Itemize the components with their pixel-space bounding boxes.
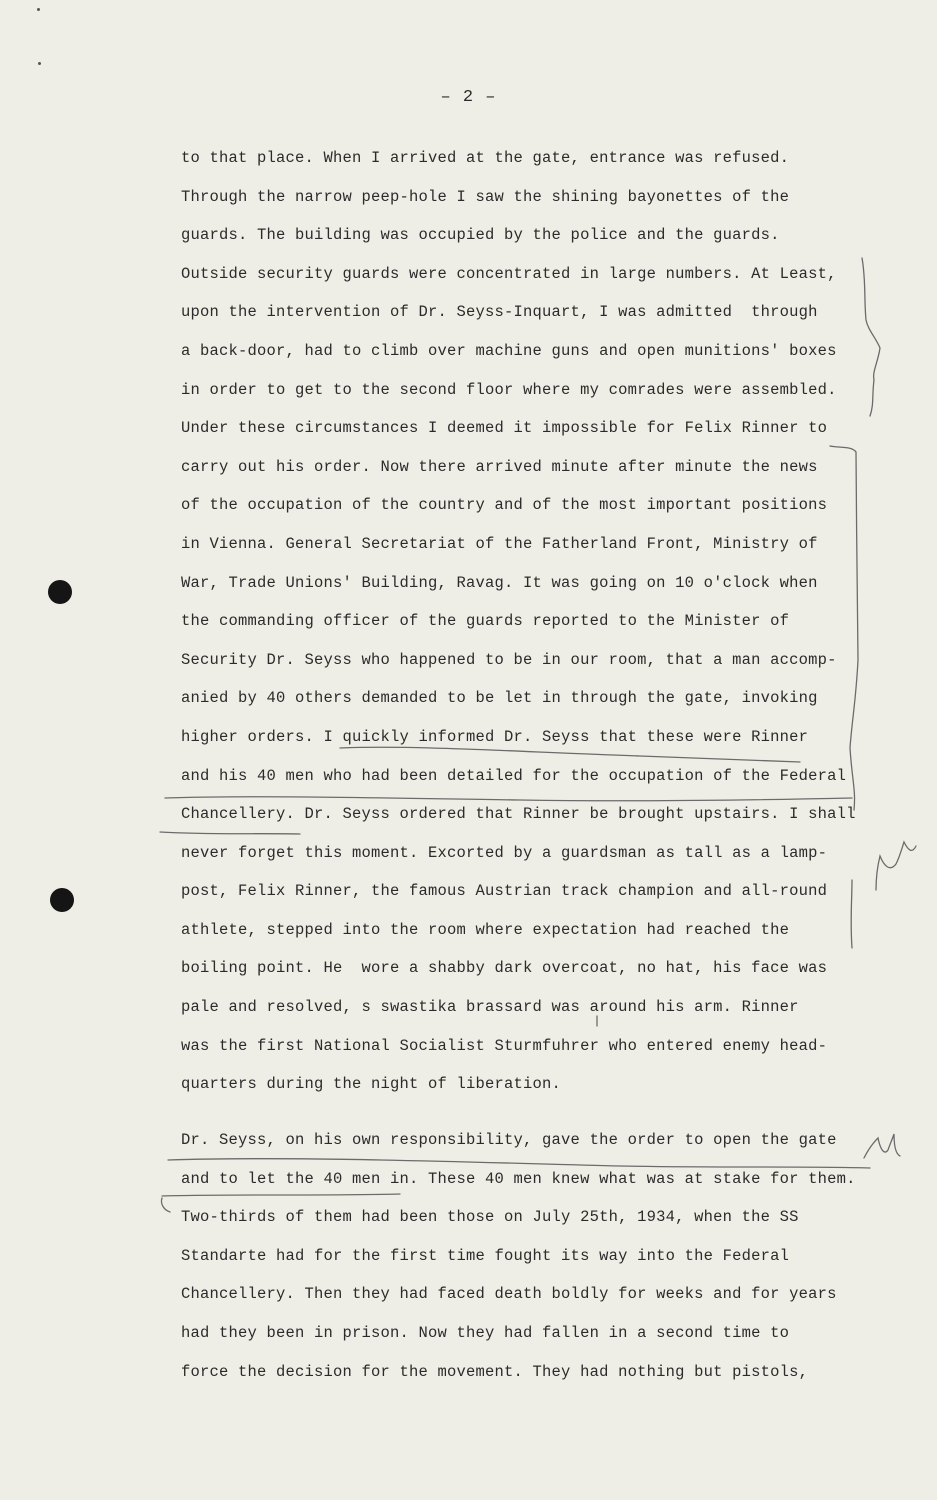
text-line: in Vienna. General Secretariat of the Fatherland Front, Ministry of <box>181 534 818 553</box>
underline-mark <box>160 832 300 834</box>
text-line: quarters during the night of liberation. <box>181 1075 562 1094</box>
underline-mark <box>340 747 800 762</box>
text-line: post, Felix Rinner, the famous Austrian track champion and all-round <box>181 882 828 901</box>
text-line: Two-thirds of them had been those on July 25th, 1934, when the SS <box>181 1208 799 1227</box>
text-line: Dr. Seyss, on his own responsibility, gave the order to open the gate <box>181 1131 837 1149</box>
text-line: and to let the 40 men in. These 40 men knew what was at stake for them. <box>181 1169 856 1188</box>
text-line: Outside security guards were concentrated in large numbers. At Least, <box>181 264 837 283</box>
underline-mark <box>162 1194 400 1196</box>
text-line: had they been in prison. Now they had fallen in a second time to <box>181 1323 790 1342</box>
text-line: in order to get to the second floor where my comrades were assembled. <box>181 380 837 399</box>
underline-mark <box>168 1159 870 1168</box>
text-line: force the decision for the movement. They had nothing but pistols, <box>181 1362 809 1381</box>
text-line: Security Dr. Seyss who happened to be in our room, that a man accomp- <box>181 650 837 669</box>
text-line: a back-door, had to climb over machine guns and open munitions' boxes <box>181 341 837 360</box>
text-line: to that place. When I arrived at the gate, entrance was refused. <box>181 149 790 167</box>
text-line: was the first National Socialist Sturmfuhrer who entered enemy head- <box>181 1036 828 1055</box>
margin-bracket-mark <box>862 258 880 416</box>
page-number: – 2 – <box>440 88 497 107</box>
margin-line-mark <box>851 880 852 948</box>
text-line: War, Trade Unions' Building, Ravag. It was going on 10 o'clock when <box>181 573 818 592</box>
text-line: athlete, stepped into the room where expectation had reached the <box>181 920 790 939</box>
text-line: boiling point. He wore a shabby dark overcoat, no hat, his face was <box>181 959 828 978</box>
text-line: anied by 40 others demanded to be let in through the gate, invoking <box>181 689 818 708</box>
underline-mark <box>161 1198 170 1212</box>
margin-line-mark <box>830 446 858 810</box>
text-line: Chancellery. Dr. Seyss ordered that Rinner be brought upstairs. I shall <box>181 805 856 824</box>
text-line: upon the intervention of Dr. Seyss-Inquart, I was admitted through <box>181 303 818 322</box>
initials-mark <box>864 1134 900 1158</box>
text-line: never forget this moment. Excorted by a guardsman as tall as a lamp- <box>181 843 828 862</box>
text-line: Chancellery. Then they had faced death boldly for weeks and for years <box>181 1285 837 1304</box>
text-line: the commanding officer of the guards reported to the Minister of <box>181 612 790 631</box>
text-line: carry out his order. Now there arrived minute after minute the news <box>181 457 818 476</box>
text-line: guards. The building was occupied by the police and the guards. <box>181 226 780 245</box>
text-line: of the occupation of the country and of the most important positions <box>181 496 828 515</box>
text-line: Under these circumstances I deemed it impossible for Felix Rinner to <box>181 419 828 438</box>
text-line: pale and resolved, s swastika brassard was around his arm. Rinner <box>181 998 799 1017</box>
underline-mark <box>165 797 852 801</box>
initials-mark <box>876 842 916 890</box>
text-line: Through the narrow peep-hole I saw the shining bayonettes of the <box>181 187 790 206</box>
text-line: Standarte had for the first time fought its way into the Federal <box>181 1246 790 1265</box>
text-line: and his 40 men who had been detailed for the occupation of the Federal <box>181 766 847 785</box>
text-line: higher orders. I quickly informed Dr. Seyss that these were Rinner <box>181 727 809 746</box>
